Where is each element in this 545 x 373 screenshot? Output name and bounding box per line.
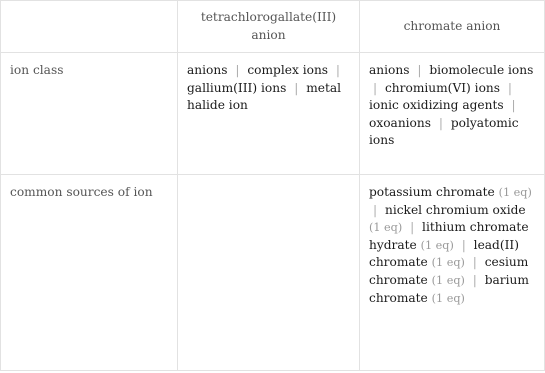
list-separator: | — [235, 63, 240, 77]
list-item: anions — [369, 63, 410, 77]
list-separator: | — [472, 272, 477, 287]
equivalent-count: (1 eq) — [431, 291, 465, 305]
list-item: potassium chromate (1 eq) — [369, 185, 532, 199]
list-item: nickel chromium oxide (1 eq) — [369, 202, 526, 235]
header-row — [1, 1, 545, 53]
list-item: polyatomic ions — [369, 115, 519, 148]
list-separator: | — [417, 63, 422, 77]
list-item: ionic oxidizing agents — [369, 98, 504, 113]
list-item: metal halide ion — [187, 80, 342, 113]
list-item: gallium(III) ions — [187, 80, 287, 95]
header-tetrachlorogallate: tetrachlorogallate(III) anion — [178, 1, 360, 53]
header-chromate: chromate anion — [360, 1, 545, 53]
list-item: anions — [187, 63, 228, 77]
list-item: lithium chromate hydrate (1 eq) — [369, 220, 529, 252]
row-label-common-sources: common sources of ion — [1, 175, 178, 371]
list-separator: | — [461, 237, 466, 252]
cell-ion-class-chromate — [360, 53, 545, 175]
table-row — [1, 53, 545, 175]
table-row — [1, 175, 545, 371]
cell-sources-tetrachlorogallate — [178, 175, 360, 371]
equivalent-count: (1 eq) — [431, 273, 465, 287]
list-item: lead(II) chromate (1 eq) — [369, 237, 519, 270]
list-separator: | — [335, 63, 341, 77]
list-separator: | — [373, 202, 378, 217]
list-item: oxoanions — [369, 115, 432, 130]
list-separator: | — [507, 80, 513, 95]
list-separator: | — [438, 115, 443, 130]
list-item: biomolecule ions — [429, 63, 534, 77]
equivalent-count: (1 eq) — [369, 221, 403, 235]
list-separator: | — [511, 98, 516, 113]
list-separator: | — [472, 255, 477, 270]
list-item: barium chromate (1 eq) — [369, 272, 529, 305]
list-item: cesium chromate (1 eq) — [369, 255, 529, 287]
equivalent-count: (1 eq) — [431, 256, 465, 270]
equivalent-count: (1 eq) — [498, 186, 532, 199]
list-item: chromium(VI) ions — [384, 80, 501, 95]
list-separator: | — [373, 80, 378, 95]
list-item: complex ions — [247, 63, 329, 77]
cell-ion-class-tetrachlorogallate — [178, 53, 360, 175]
header-empty — [1, 1, 178, 53]
equivalent-count: (1 eq) — [420, 238, 454, 252]
cell-sources-chromate — [360, 175, 545, 371]
list-separator: | — [294, 80, 299, 95]
list-separator: | — [410, 220, 415, 235]
row-label-ion-class: ion class — [1, 53, 178, 175]
